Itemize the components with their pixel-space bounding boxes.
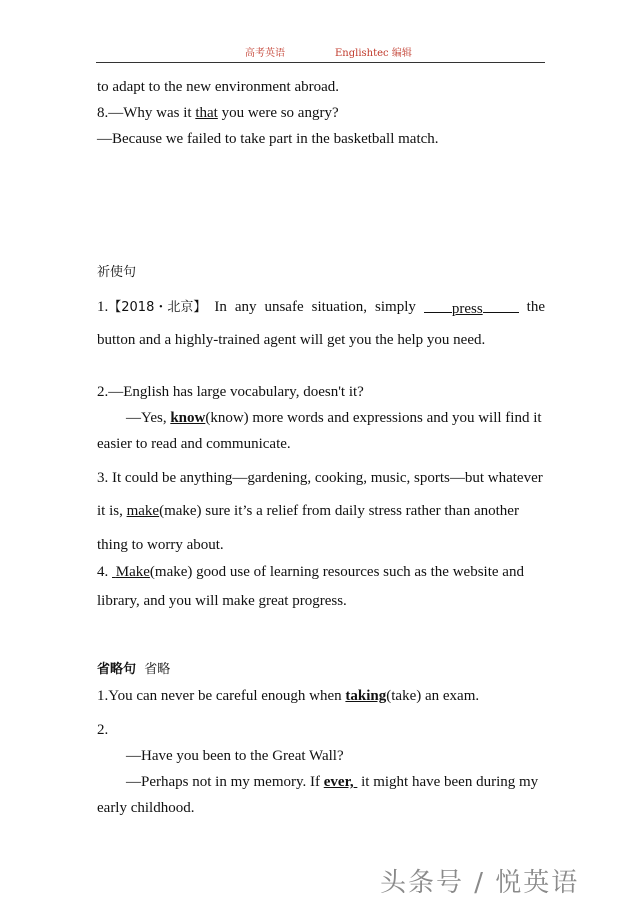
item-3-line-3: thing to worry about. — [97, 537, 224, 553]
header-rule — [96, 62, 545, 63]
item-3-line-2 — [97, 502, 545, 520]
q8-prefix: 8.—Why was it — [97, 105, 196, 121]
blank-line — [424, 298, 452, 313]
item-1-lead — [97, 298, 206, 318]
item-2-line-2 — [126, 409, 545, 427]
q8-underlined: that — [195, 105, 218, 121]
blank-line — [483, 298, 519, 313]
page-header — [0, 44, 640, 58]
item-4-answer: Make — [115, 564, 150, 580]
item-1-answer-blank — [424, 298, 519, 318]
ellipsis-item-1 — [97, 687, 545, 705]
item-4-line-2: library, and you will make great progress. — [97, 593, 347, 609]
item-2-line-3: easier to read and communicate. — [97, 436, 291, 452]
item-1-source: 【2018・北京】 — [108, 300, 207, 315]
word: any — [234, 299, 257, 315]
text-line: to adapt to the new environment abroad. — [97, 79, 340, 95]
ellipsis-item-2-answer — [126, 773, 545, 791]
word: situation, — [311, 299, 368, 315]
item-1-num: 1. — [97, 299, 109, 315]
e1-answer: taking — [345, 688, 387, 704]
section-title-imperative: 祈使句 — [97, 265, 137, 280]
word: unsafe — [264, 299, 304, 315]
item-2-answer: know — [170, 410, 206, 426]
section-2-title: 省略句 — [97, 662, 137, 677]
item-3-pre: it is, — [97, 503, 127, 519]
ellipsis-item-2-num: 2. — [97, 722, 109, 738]
item-3-post: (make) sure it’s a relief from daily stress rather than another — [159, 503, 519, 519]
answer-8: —Because we failed to take part in the basketball match. — [97, 131, 439, 147]
watermark: 头条号 / 悦英语 — [380, 868, 580, 898]
word: In — [214, 299, 227, 315]
e1-post: (take) an exam. — [386, 688, 480, 704]
header-title: 高考英语 — [245, 48, 285, 59]
item-4-post: (make) good use of learning resources such as the website and — [149, 564, 524, 580]
item-1-line-2: button and a highly-trained agent will get you the help you need. — [97, 332, 486, 348]
ellipsis-item-2-question: —Have you been to the Great Wall? — [126, 748, 344, 764]
section-title-ellipsis — [97, 661, 545, 679]
q8-suffix: you were so angry? — [217, 105, 339, 121]
header-editor: Englishtec 编辑 — [335, 48, 412, 59]
item-4-line-1 — [97, 563, 545, 581]
section-2-subtitle: 省略 — [144, 662, 171, 677]
item-3-line-1: 3. It could be anything—gardening, cooking, music, sports—but whatever — [97, 470, 543, 486]
item-1-answer: press — [451, 301, 483, 317]
word: simply — [375, 299, 416, 315]
item-4-num: 4. — [97, 564, 109, 580]
e2-post: it might have been during my — [357, 774, 539, 790]
item-1-line-1 — [97, 298, 545, 318]
ellipsis-item-2-line-3: early childhood. — [97, 800, 195, 816]
item-2-line-1: 2.—English has large vocabulary, doesn't it? — [97, 384, 364, 400]
item-2-post: (know) more words and expressions and you will find it — [205, 410, 542, 426]
item-4-answer-wrap — [112, 564, 150, 580]
e1-pre: 1.You can never be careful enough when — [97, 688, 346, 704]
question-8 — [97, 104, 545, 122]
word: the — [526, 299, 545, 315]
item-2-pre: —Yes, — [126, 410, 171, 426]
item-3-answer: make — [126, 503, 160, 519]
e2-pre: —Perhaps not in my memory. If — [126, 774, 324, 790]
e2-answer: ever, — [323, 774, 354, 790]
